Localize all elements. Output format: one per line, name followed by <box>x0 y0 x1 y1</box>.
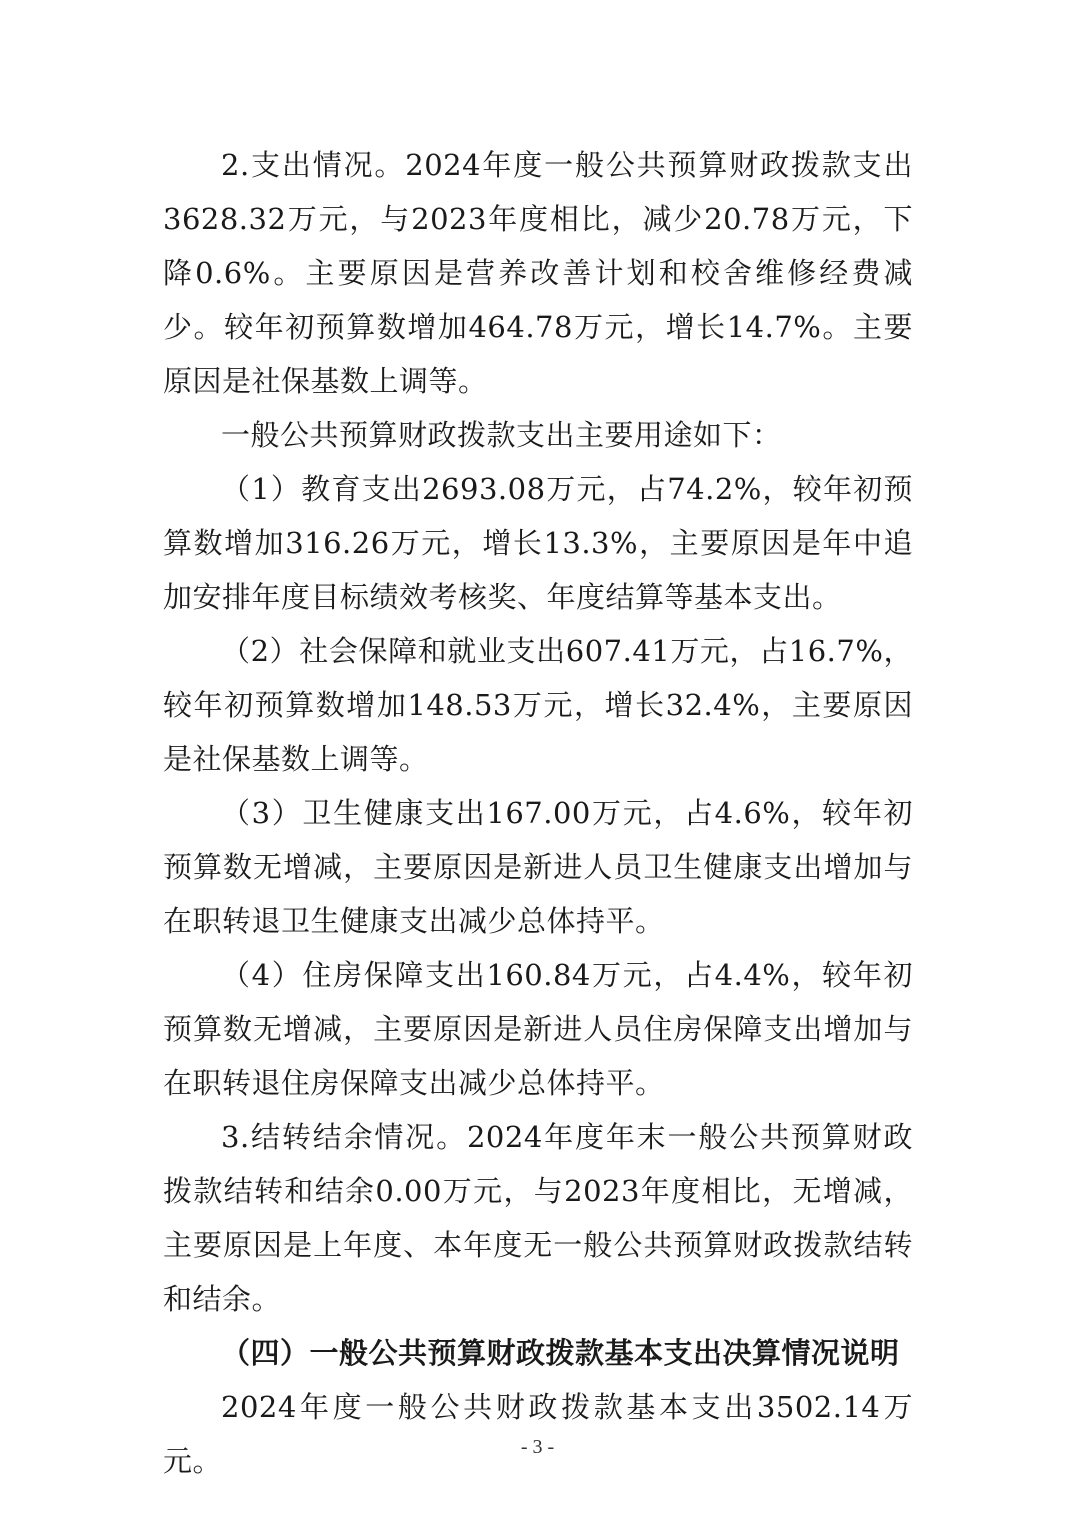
paragraph-carryover-balance: 3.结转结余情况。2024年度年末一般公共预算财政拨款结转和结余0.00万元，与2023年度相比，无增减，主要原因是上年度、本年度无一般公共预算财政拨款结转和结余。 <box>163 1120 913 1316</box>
paragraph-education-expenditure: （1）教育支出2693.08万元，占74.2%，较年初预算数增加316.26万元，增长13.3%，主要原因是年中追加安排年度目标绩效考核奖、年度结算等基本支出。 <box>163 472 913 614</box>
paragraph-main-uses-intro: 一般公共预算财政拨款支出主要用途如下： <box>221 418 782 452</box>
paragraph-housing-expenditure: （4）住房保障支出160.84万元，占4.4%，较年初预算数无增减，主要原因是新进人员住房保障支出增加与在职转退住房保障支出减少总体持平。 <box>163 958 913 1100</box>
paragraph-social-security-expenditure: （2）社会保障和就业支出607.41万元，占16.7%，较年初预算数增加148.53万元，增长32.4%，主要原因是社保基数上调等。 <box>163 634 913 776</box>
paragraph-health-expenditure: （3）卫生健康支出167.00万元，占4.6%，较年初预算数无增减，主要原因是新进人员卫生健康支出增加与在职转退卫生健康支出减少总体持平。 <box>163 796 913 938</box>
paragraph-expenditure-overview: 2.支出情况。2024年度一般公共预算财政拨款支出3628.32万元，与2023年度相比，减少20.78万元，下降0.6%。主要原因是营养改善计划和校舍维修经费减少。较年初预算数增加464.78万元，增长14.7%。主要原因是社保基数上调等。 <box>163 148 913 398</box>
section-heading-basic-expenditure: （四）一般公共预算财政拨款基本支出决算情况说明 <box>221 1336 900 1370</box>
document-body <box>163 138 913 1488</box>
paragraph-basic-expenditure-total: 2024年度一般公共财政拨款基本支出3502.14万元。 <box>163 1390 913 1478</box>
page-number: - 3 - <box>520 1436 555 1458</box>
